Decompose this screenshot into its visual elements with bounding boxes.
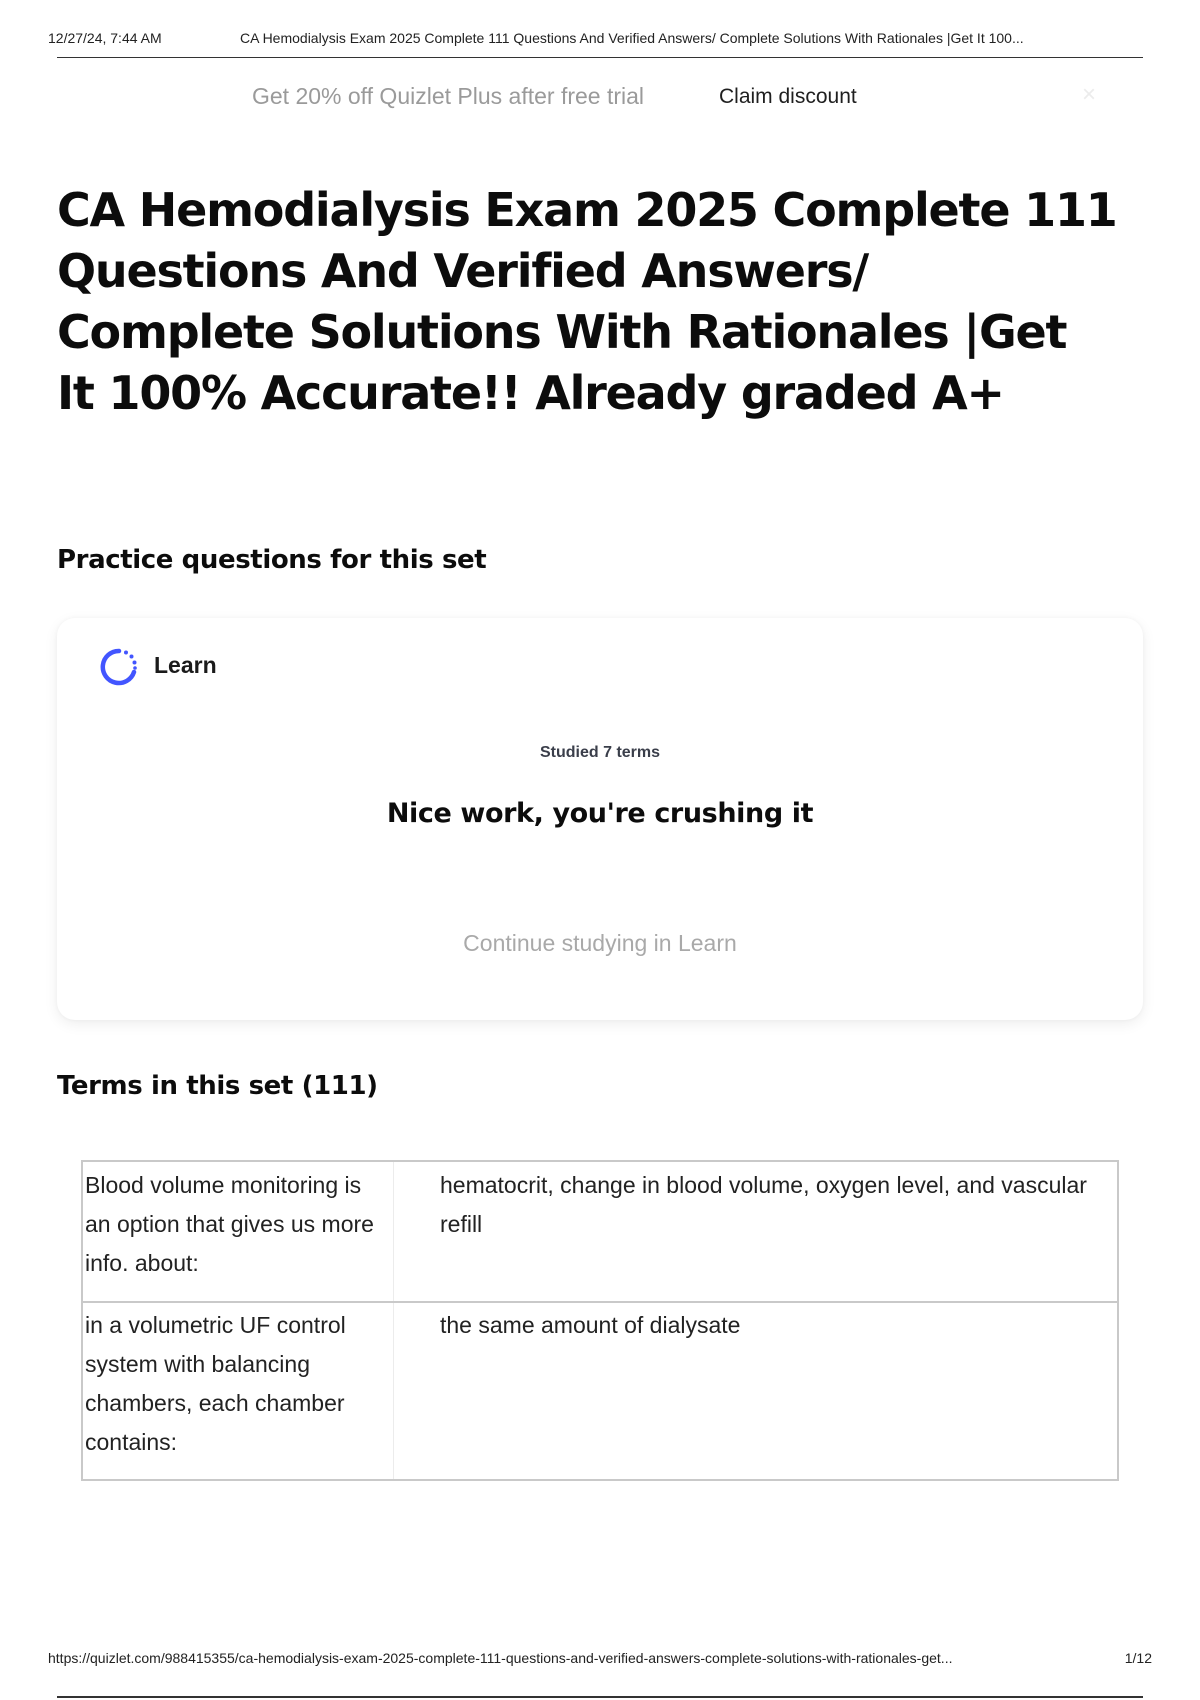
print-header [48,28,1144,52]
table-row [82,1302,1118,1480]
print-footer [48,1650,1152,1670]
claim-discount-link[interactable]: Claim discount [719,85,857,108]
term-text: Blood volume monitoring is an option that gives us more info. about: [82,1161,394,1302]
learn-card [57,618,1143,1020]
learn-mode-label[interactable]: Learn [154,652,217,678]
term-text: in a volumetric UF control system with balancing chambers, each chamber contains: [82,1302,394,1480]
praise-message: Nice work, you're crushing it [386,798,814,829]
terms-heading: Terms in this set (111) [57,1071,378,1101]
terms-table [81,1160,1119,1481]
page-number: 1/12 [1124,1650,1152,1666]
promo-text: Get 20% off Quizlet Plus after free trial [252,83,645,109]
table-row [82,1161,1118,1302]
learn-progress-icon [97,645,141,689]
print-date: 12/27/24, 7:44 AM [48,30,162,46]
definition-text: the same amount of dialysate [440,1312,741,1338]
header-divider [57,57,1143,58]
studied-count: Studied 7 terms [539,744,661,761]
page-url: https://quizlet.com/988415355/ca-hemodialysis-exam-2025-complete-111-questions-and-verified-answers-complete-solutions-with-rationales-get... [48,1650,953,1666]
practice-heading: Practice questions for this set [57,545,487,575]
definition-text: hematocrit, change in blood volume, oxygen level, and vascular refill [440,1172,1087,1237]
footer-divider [57,1696,1143,1698]
print-page-title: CA Hemodialysis Exam 2025 Complete 111 Questions And Verified Answers/ Complete Solutions With Rationales |Get It 100... [240,30,1024,46]
page-title: CA Hemodialysis Exam 2025 Complete 111 Questions And Verified Answers/ Complete Solutions With Rationales |Get It 100% Accurate!! Already graded A+ [57,183,1117,420]
continue-learn-button[interactable]: Continue studying in Learn [463,930,737,956]
close-icon[interactable]: × [1082,81,1097,108]
promo-banner [0,75,1200,119]
